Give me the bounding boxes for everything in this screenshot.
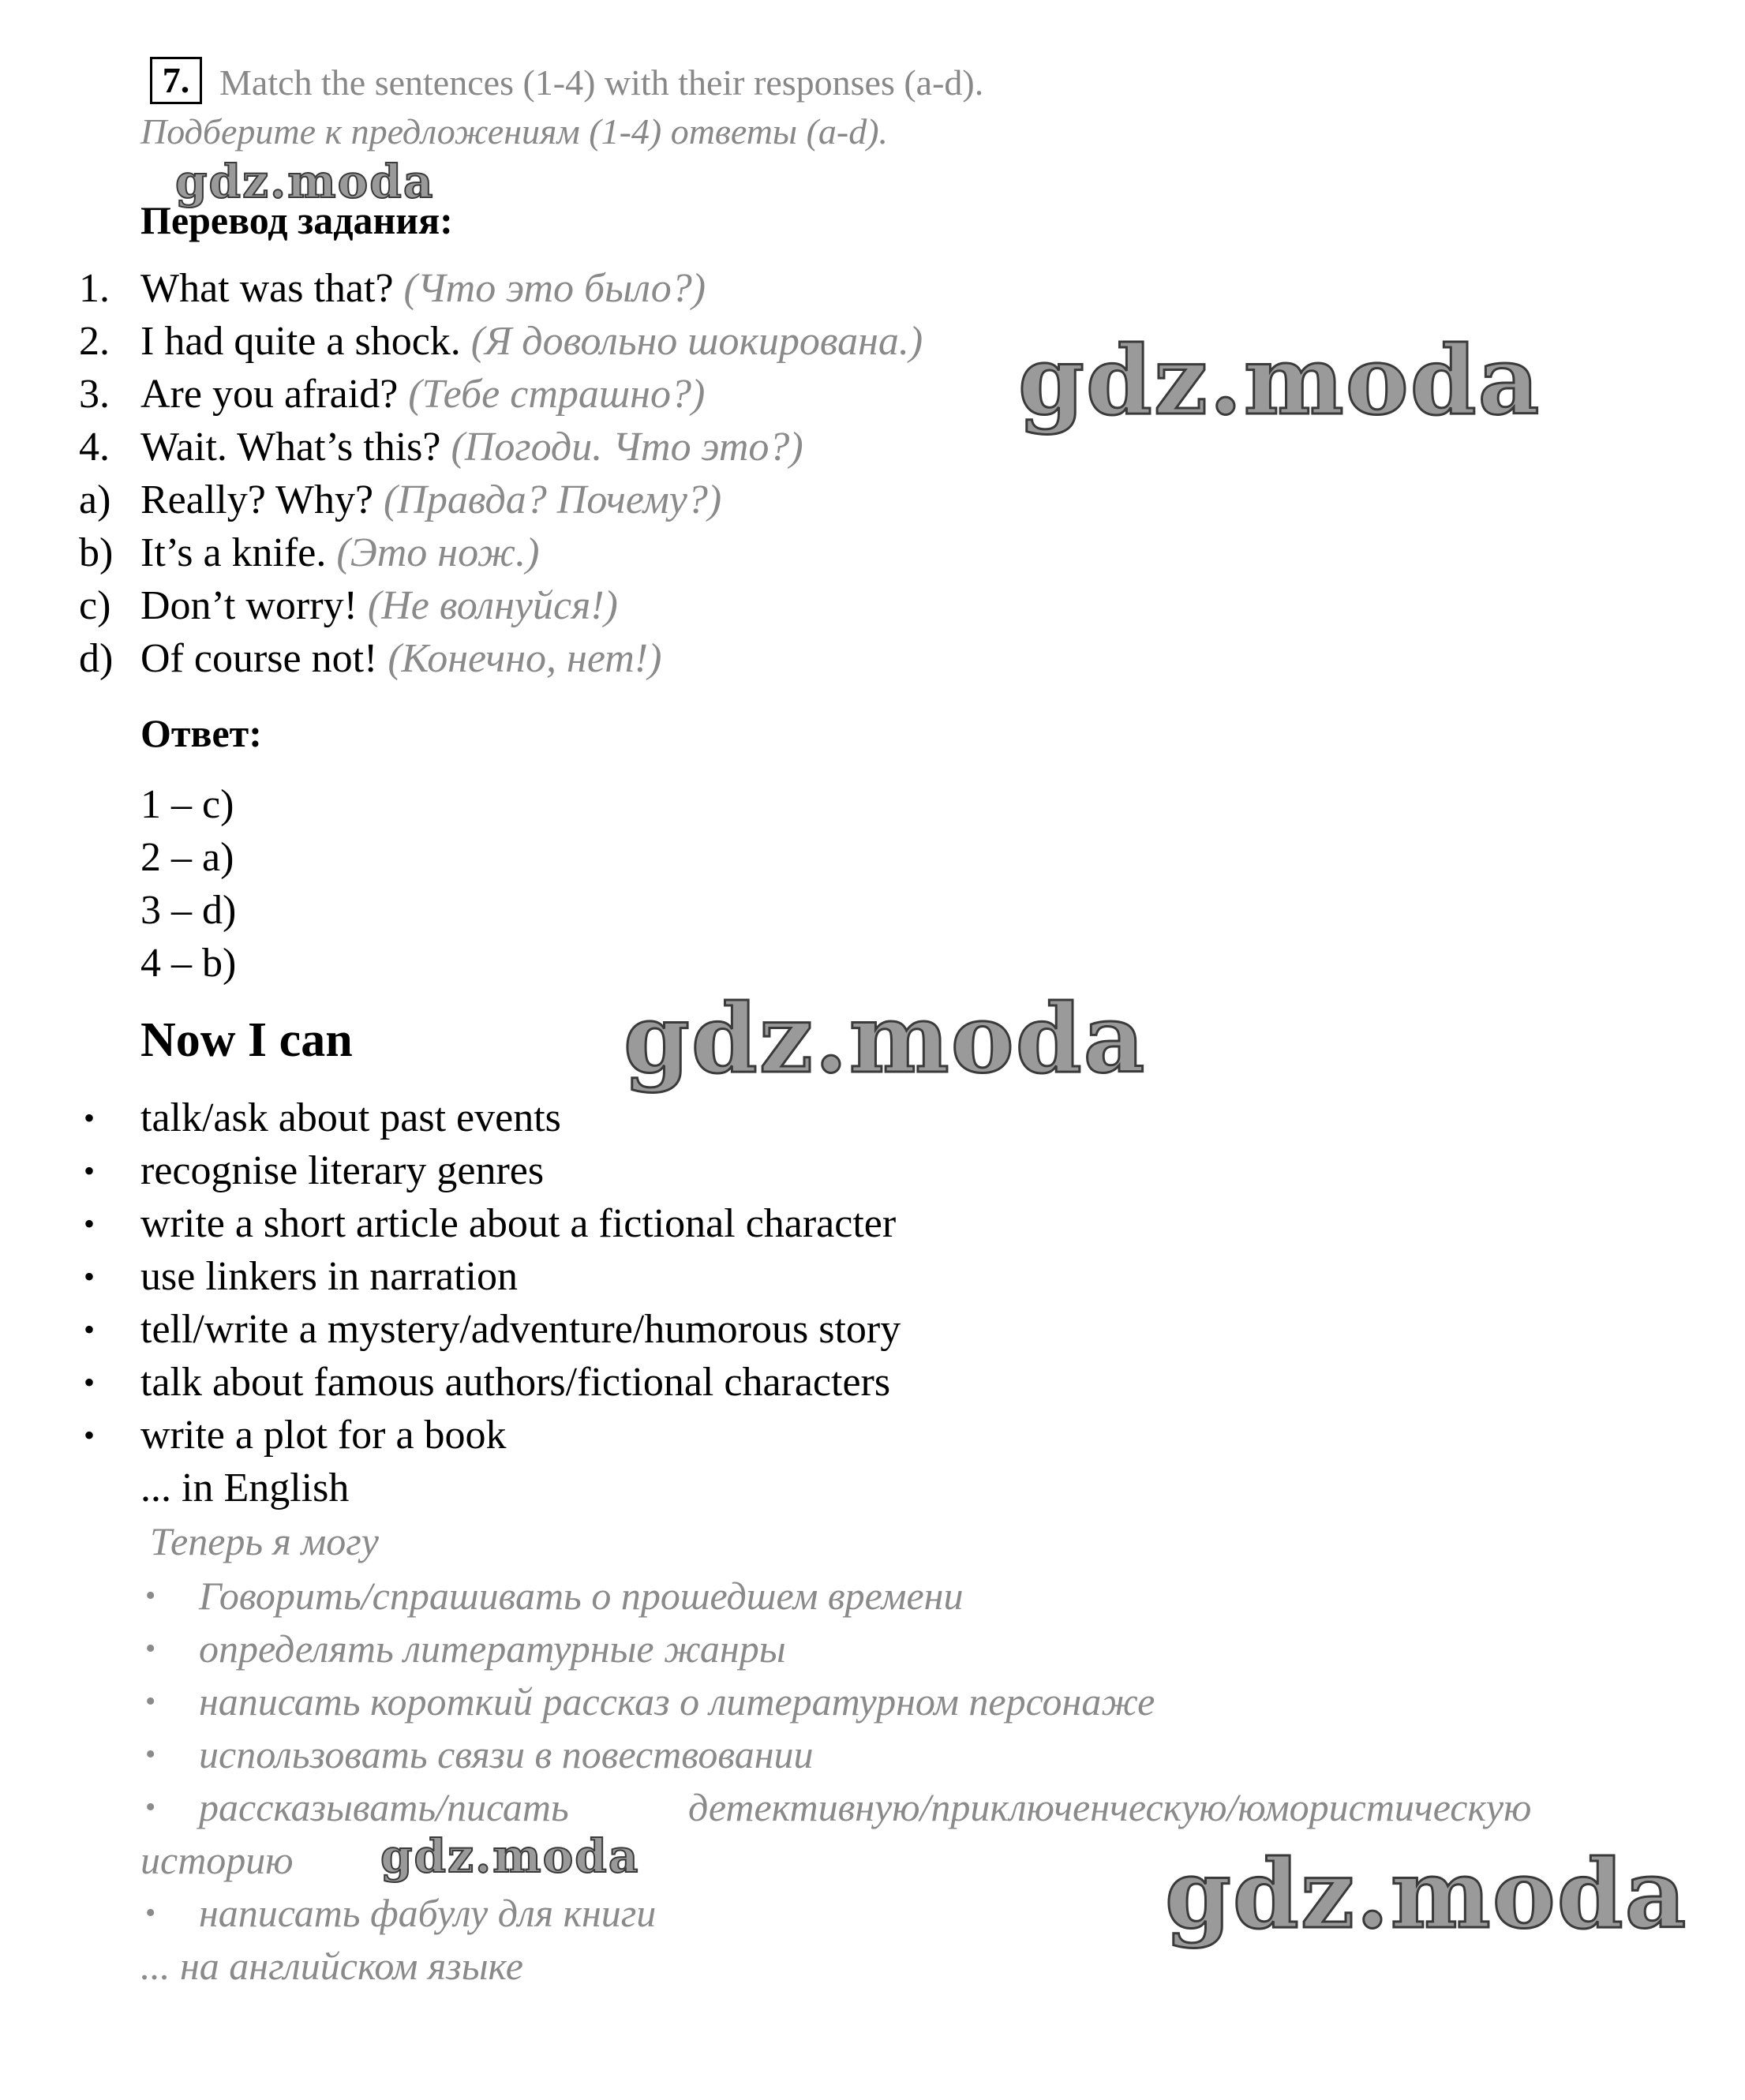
bullet-text: написать фабулу для книги (199, 1891, 657, 1935)
bullet-text: Говорить/спрашивать о прошедшем времени (199, 1574, 964, 1618)
translation-heading-ru: Теперь я могу (150, 1519, 379, 1563)
item-translation: (Конечно, нет!) (388, 636, 662, 681)
bullet-icon: • (84, 1417, 95, 1453)
item-marker: a) (79, 477, 111, 522)
item-translation: (Не волнуйся!) (367, 583, 618, 628)
item-marker: 3. (79, 372, 110, 417)
bullet-text: определять литературные жанры (199, 1626, 786, 1671)
bullet-icon: • (84, 1259, 95, 1294)
watermark-logo: gdz.moda (1018, 325, 1541, 436)
bullet-icon: • (84, 1100, 95, 1136)
bullet-text: write a short article about a fictional character (140, 1201, 897, 1246)
bullet-icon: • (84, 1312, 95, 1347)
item-marker: d) (79, 636, 114, 681)
bullet-text-continued: детективную/приключенческую/юмористическую (688, 1785, 1532, 1829)
item-translation: (Погоди. Что это?) (451, 425, 803, 470)
bullet-icon: • (145, 1738, 156, 1771)
bullet-text: talk/ask about past events (140, 1095, 561, 1140)
item-text: Really? Why? (140, 477, 374, 522)
bullet-icon: • (145, 1579, 156, 1612)
answer-line: 4 – b) (140, 941, 237, 986)
bullet-icon: • (145, 1896, 156, 1930)
watermark-logo: gdz.moda (175, 155, 435, 208)
bullet-icon: • (145, 1791, 156, 1824)
bullet-text: recognise literary genres (140, 1148, 545, 1193)
item-text: Don’t worry! (140, 583, 358, 628)
item-marker: 1. (79, 266, 110, 311)
answer-line: 3 – d) (140, 888, 237, 933)
watermark-logo: gdz.moda (380, 1829, 640, 1883)
section-heading-now-i-can: Now I can (140, 1013, 353, 1067)
item-text: Of course not! (140, 636, 378, 681)
closing-line-ru: ... на английском языке (140, 1944, 523, 1988)
item-text: I had quite a shock. (140, 319, 461, 364)
watermark-logo: gdz.moda (623, 983, 1147, 1095)
item-marker: b) (79, 530, 114, 575)
item-translation: (Это нож.) (336, 530, 540, 575)
item-translation: (Тебе страшно?) (408, 372, 706, 417)
bullet-icon: • (84, 1153, 95, 1189)
bullet-text: рассказывать/писать (199, 1785, 569, 1829)
bullet-icon: • (84, 1364, 95, 1400)
translation-heading: Перевод задания: (140, 198, 453, 242)
item-text: It’s a knife. (140, 530, 327, 575)
item-translation: (Я довольно шокирована.) (470, 319, 923, 364)
task-number: 7. (150, 57, 202, 104)
item-text: What was that? (140, 266, 394, 311)
bullet-text: использовать связи в повествовании (199, 1732, 814, 1776)
answer-heading: Ответ: (140, 711, 262, 755)
watermark-logo: gdz.moda (1165, 1839, 1688, 1950)
bullet-icon: • (84, 1206, 95, 1241)
bullet-text: tell/write a mystery/adventure/humorous story (140, 1307, 901, 1352)
item-text: Wait. What’s this? (140, 425, 441, 470)
item-text: Are you afraid? (140, 372, 399, 417)
closing-line: ... in English (140, 1466, 350, 1510)
item-marker: 4. (79, 425, 110, 470)
item-marker: c) (79, 583, 111, 628)
bullet-text-continued: историю (140, 1838, 294, 1882)
task-instruction: Match the sentences (1-4) with their responses (a-d). (219, 62, 984, 103)
bullet-text: написать короткий рассказ о литературном персонаже (199, 1679, 1155, 1724)
bullet-text: use linkers in narration (140, 1254, 518, 1299)
task-instruction-translation: Подберите к предложениям (1-4) ответы (a-d). (140, 111, 889, 152)
answer-line: 1 – c) (140, 782, 234, 827)
answer-line: 2 – a) (140, 835, 234, 880)
item-translation: (Что это было?) (403, 266, 706, 311)
item-marker: 2. (79, 319, 110, 364)
bullet-text: talk about famous authors/fictional characters (140, 1360, 891, 1405)
bullet-text: write a plot for a book (140, 1413, 507, 1458)
bullet-icon: • (145, 1685, 156, 1718)
bullet-icon: • (145, 1632, 156, 1665)
item-translation: (Правда? Почему?) (384, 477, 722, 522)
